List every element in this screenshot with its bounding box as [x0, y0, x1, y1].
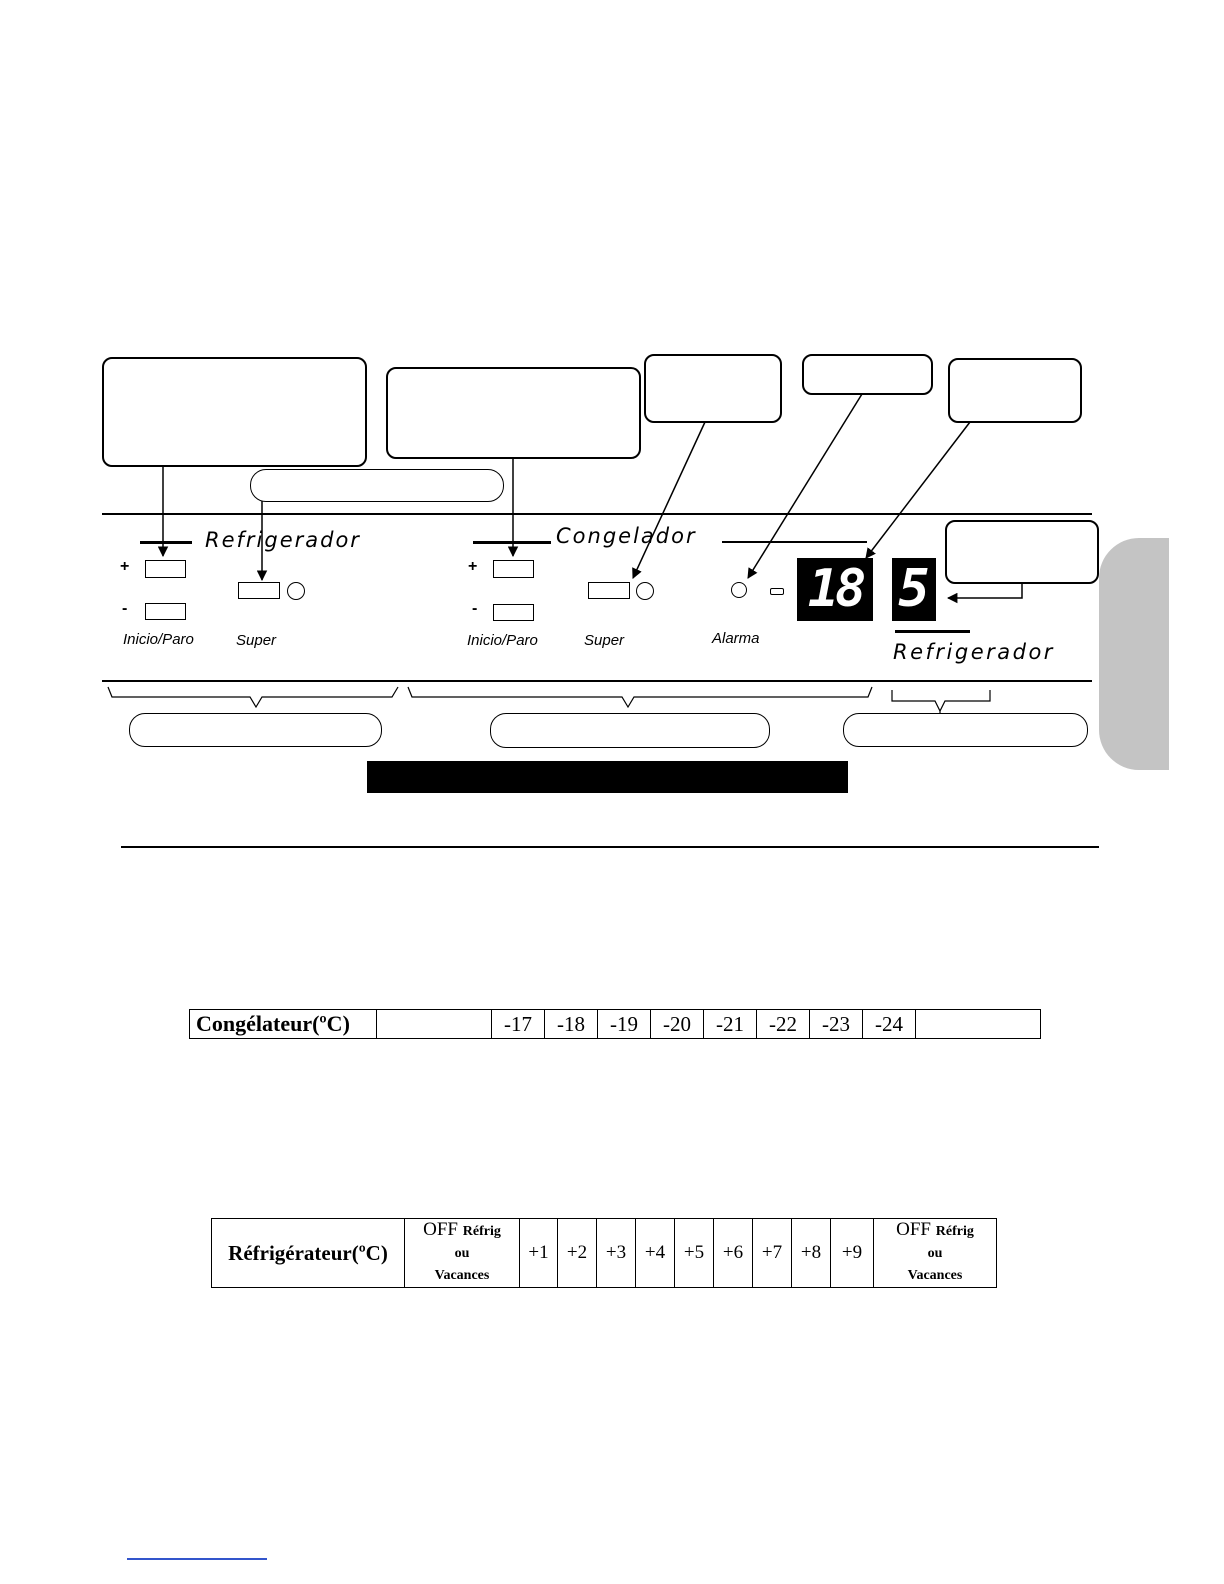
fridge-super-led — [287, 582, 305, 600]
fridge-table-cell: +7 — [753, 1219, 792, 1288]
freezer-table-cell: -19 — [598, 1010, 651, 1039]
panel-top-line — [102, 513, 1092, 515]
freezer-table-header: Congélateur(ºC) — [190, 1010, 377, 1039]
fridge-table-header: Réfrigérateur(ºC) — [212, 1219, 405, 1288]
fridge-super-button[interactable] — [238, 582, 280, 599]
callout-refrigerator-section — [129, 713, 382, 747]
freezer-super-label: Super — [584, 632, 625, 649]
panel-bottom-line — [102, 680, 1092, 682]
off-or-label: ou — [927, 1246, 943, 1261]
callout-fridge-display — [945, 520, 1099, 584]
fridge-table-cell: +6 — [714, 1219, 753, 1288]
off-vacation-label: Vacances — [907, 1268, 963, 1283]
off-label-small: Réfrig — [935, 1224, 974, 1239]
fridge-table-off-cell-end — [874, 1219, 997, 1288]
freezer-table-cell: -21 — [704, 1010, 757, 1039]
freezer-header-stroke-right — [722, 541, 867, 543]
fridge-table-cell: +8 — [792, 1219, 831, 1288]
fridge-header-stroke — [140, 541, 192, 544]
alarm-label: Alarma — [712, 630, 760, 647]
fridge-table-cell: +9 — [831, 1219, 874, 1288]
freezer-table-cell: -20 — [651, 1010, 704, 1039]
footer-rule — [127, 1558, 267, 1560]
callout-display-section — [843, 713, 1088, 747]
freezer-plus-sign: + — [468, 558, 478, 575]
freezer-super-button[interactable] — [588, 582, 630, 599]
callout-fridge-super — [250, 469, 504, 502]
freezer-header-stroke-left — [473, 541, 551, 544]
callout-freezer-display — [948, 358, 1082, 423]
table-row — [212, 1219, 997, 1288]
freezer-table-cell: -17 — [492, 1010, 545, 1039]
fridge-plus-sign: + — [120, 558, 130, 575]
freezer-section-label: Congelador — [556, 524, 697, 548]
callout-freezer-temperature — [386, 367, 641, 459]
freezer-table-cell: -23 — [810, 1010, 863, 1039]
fridge-table-cell: +3 — [597, 1219, 636, 1288]
freezer-table-cell — [916, 1010, 1041, 1039]
callout-alarm — [802, 354, 933, 395]
section-separator — [121, 846, 1099, 848]
display-fridge-label: Refrigerador — [893, 640, 1055, 664]
fridge-super-label: Super — [236, 632, 277, 649]
fridge-table-off-cell — [405, 1219, 520, 1288]
connector-fridge-display — [948, 582, 1022, 598]
freezer-table-cell: -18 — [545, 1010, 598, 1039]
freezer-minus-sign: - — [472, 600, 478, 617]
off-label: OFF — [423, 1219, 458, 1240]
freezer-temperature-display: 18 — [797, 558, 873, 621]
brace-refrigerator — [108, 687, 398, 707]
connector-freezer-super — [633, 422, 705, 578]
fridge-start-stop-label: Inicio/Paro — [123, 631, 194, 648]
off-vacation-label: Vacances — [434, 1268, 490, 1283]
display-fridge-stroke — [895, 630, 970, 633]
callout-fridge-temperature — [102, 357, 367, 467]
brace-display — [892, 690, 990, 711]
fridge-minus-button[interactable] — [145, 603, 186, 620]
fridge-minus-sign: - — [122, 600, 128, 617]
table-row — [190, 1010, 1041, 1039]
fridge-temperature-table — [211, 1218, 997, 1288]
freezer-table-cell: -24 — [863, 1010, 916, 1039]
fridge-plus-button[interactable] — [145, 560, 186, 578]
freezer-plus-button[interactable] — [493, 560, 534, 578]
freezer-temperature-table — [189, 1009, 1041, 1039]
freezer-super-led — [636, 582, 654, 600]
off-label: OFF — [896, 1219, 931, 1240]
temperature-indicator-icon — [770, 588, 784, 595]
freezer-start-stop-label: Inicio/Paro — [467, 632, 538, 649]
fridge-table-cell: +5 — [675, 1219, 714, 1288]
fridge-section-label: Refrigerador — [205, 528, 361, 552]
off-label-small: Réfrig — [462, 1224, 501, 1239]
fridge-table-cell: +2 — [558, 1219, 597, 1288]
fridge-table-cell: +1 — [520, 1219, 558, 1288]
callout-freezer-section — [490, 713, 770, 748]
freezer-table-cell — [377, 1010, 492, 1039]
fridge-temperature-display: 5 — [892, 558, 936, 621]
figure-caption-bar — [367, 761, 848, 793]
freezer-table-cell: -22 — [757, 1010, 810, 1039]
brace-freezer — [408, 687, 872, 707]
freezer-minus-button[interactable] — [493, 604, 534, 621]
off-or-label: ou — [454, 1246, 470, 1261]
alarm-led — [731, 582, 747, 598]
callout-freezer-super — [644, 354, 782, 423]
fridge-table-cell: +4 — [636, 1219, 675, 1288]
